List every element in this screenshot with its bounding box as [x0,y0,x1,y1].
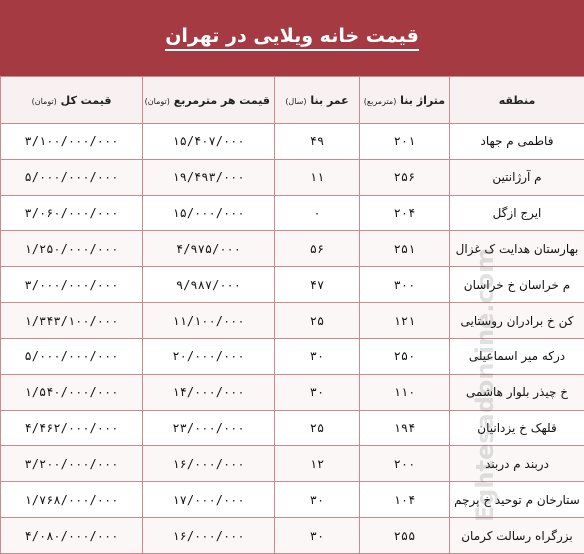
table-row [1,303,584,339]
cell-total: ۳/۲۰۰/۰۰۰/۰۰۰ [1,446,143,482]
cell-total: ۱/۲۵۰/۰۰۰/۰۰۰ [1,231,143,267]
cell-area: ۲۵۶ [360,159,450,195]
cell-age: ۰ [275,195,360,231]
header-area [360,77,450,124]
cell-total: ۳/۰۶۰/۰۰۰/۰۰۰ [1,195,143,231]
header-total-price-label: قیمت کل [60,93,112,107]
cell-age: ۴۷ [275,267,360,303]
header-region [450,77,584,124]
cell-age: ۳۰ [275,482,360,518]
cell-region: بزرگراه رسالت کرمان [450,518,584,554]
table-row [1,410,584,446]
header-total-price [1,77,143,124]
cell-region: درکه میر اسماعیلی [450,338,584,374]
table-row [1,159,584,195]
header-price-per-m2-unit: (تومان) [144,96,170,106]
cell-total: ۴/۴۶۲/۰۰۰/۰۰۰ [1,410,143,446]
cell-price-per-m2: ۱۷/۰۰۰/۰۰۰ [143,482,275,518]
cell-area: ۲۰۰ [360,446,450,482]
cell-region: ستارخان م توحید خ پرچم [450,482,584,518]
header-total-price-unit: (تومان) [31,96,57,106]
cell-area: ۱۲۱ [360,303,450,339]
cell-price-per-m2: ۱۱/۱۰۰/۰۰۰ [143,303,275,339]
cell-total: ۱/۷۶۸/۰۰۰/۰۰۰ [1,482,143,518]
cell-age: ۱۱ [275,159,360,195]
cell-age: ۲۵ [275,303,360,339]
table-row [1,195,584,231]
header-age-label: عمر بنا [310,93,349,107]
header-price-per-m2-label: قیمت هر مترمربع [173,93,270,107]
cell-region: کن خ برادران روستایی [450,303,584,339]
table-row [1,338,584,374]
price-table [0,76,584,554]
cell-area: ۲۰۴ [360,195,450,231]
table-row [1,231,584,267]
cell-price-per-m2: ۲۳/۰۰۰/۰۰۰ [143,410,275,446]
header-age [275,77,360,124]
cell-total: ۵/۰۰۰/۰۰۰/۰۰۰ [1,338,143,374]
cell-area: ۳۰۰ [360,267,450,303]
table-row [1,374,584,410]
cell-region: خ چیذر بلوار هاشمی [450,374,584,410]
cell-area: ۲۵۵ [360,518,450,554]
cell-price-per-m2: ۱۶/۰۰۰/۰۰۰ [143,518,275,554]
cell-price-per-m2: ۱۹/۴۹۳/۰۰۰ [143,159,275,195]
header-area-label: متراژ بنا [400,93,445,107]
header-area-unit: (مترمربع) [363,96,397,106]
cell-total: ۳/۱۰۰/۰۰۰/۰۰۰ [1,124,143,160]
cell-price-per-m2: ۱۵/۴۰۷/۰۰۰ [143,124,275,160]
cell-area: ۱۹۴ [360,410,450,446]
cell-price-per-m2: ۱۶/۰۰۰/۰۰۰ [143,446,275,482]
cell-price-per-m2: ۲۰/۰۰۰/۰۰۰ [143,338,275,374]
cell-price-per-m2: ۱۵/۰۰۰/۰۰۰ [143,195,275,231]
cell-region: م خراسان خ خراسان [450,267,584,303]
cell-total: ۳/۰۰۰/۰۰۰/۰۰۰ [1,267,143,303]
cell-area: ۲۵۰ [360,338,450,374]
cell-area: ۱۱۰ [360,374,450,410]
title-bar [0,0,584,76]
cell-age: ۳۰ [275,338,360,374]
cell-age: ۱۲ [275,446,360,482]
cell-total: ۴/۰۸۰/۰۰۰/۰۰۰ [1,518,143,554]
cell-region: بهارستان هدایت ک غزال [450,231,584,267]
cell-age: ۵۶ [275,231,360,267]
table-row [1,518,584,554]
cell-total: ۱/۵۴۰/۰۰۰/۰۰۰ [1,374,143,410]
cell-age: ۳۰ [275,374,360,410]
page-title: قیمت خانه ویلایی در تهران [165,25,419,51]
cell-area: ۲۰۱ [360,124,450,160]
cell-total: ۵/۰۰۰/۰۰۰/۰۰۰ [1,159,143,195]
table-row [1,446,584,482]
cell-price-per-m2: ۴/۹۷۵/۰۰۰ [143,231,275,267]
cell-age: ۳۰ [275,518,360,554]
table-row [1,267,584,303]
header-price-per-m2 [143,77,275,124]
cell-age: ۲۵ [275,410,360,446]
cell-price-per-m2: ۹/۹۸۷/۰۰۰ [143,267,275,303]
table-row [1,482,584,518]
header-region-label: منطقه [498,93,536,107]
cell-region: دربند م دربند [450,446,584,482]
cell-region: ایرج ازگل [450,195,584,231]
cell-region: م آرژانتین [450,159,584,195]
cell-total: ۱/۳۴۳/۱۰۰/۰۰۰ [1,303,143,339]
table-row [1,124,584,160]
cell-region: قلهک خ یزدانیان [450,410,584,446]
header-age-unit: (سال) [285,96,307,106]
table-header-row [1,77,584,124]
cell-area: ۲۵۱ [360,231,450,267]
cell-region: فاطمی م جهاد [450,124,584,160]
cell-price-per-m2: ۱۴/۰۰۰/۰۰۰ [143,374,275,410]
cell-age: ۴۹ [275,124,360,160]
cell-area: ۱۰۴ [360,482,450,518]
